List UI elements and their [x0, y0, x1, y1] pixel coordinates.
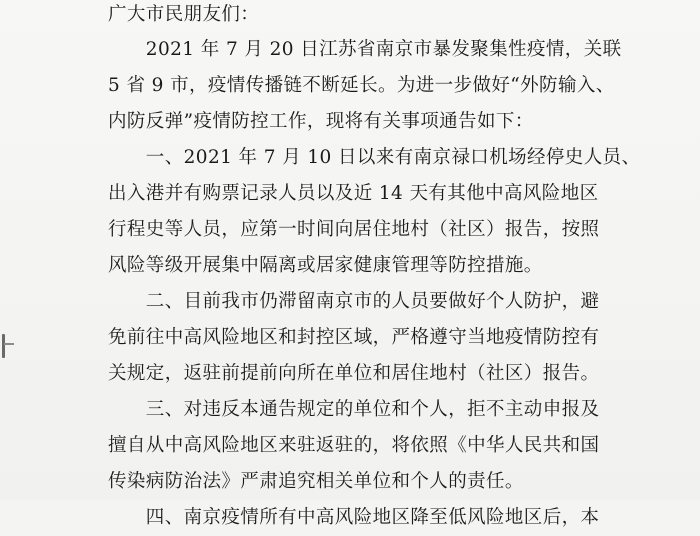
- item-four-line-1: 四、南京疫情所有中高风险地区降至低风险地区后，本: [108, 507, 600, 528]
- page-edge-mark-tick: [4, 343, 14, 345]
- item-two-line-1: 二、目前我市仍滞留南京市的人员要做好个人防护，避: [108, 291, 600, 312]
- page-edge-mark: [2, 334, 5, 358]
- notice-body: [108, 0, 641, 536]
- item-one-line-2: 出入港并有购票记录人员以及近 14 天有其他中高风险地区: [108, 183, 599, 204]
- item-one-line-3: 行程史等人员，应第一时间向居住地村（社区）报告，按照: [108, 219, 600, 240]
- paragraph-line-3: 内防反弹”疫情防控工作，现将有关事项通告如下：: [108, 111, 534, 132]
- item-three-line-1: 三、对违反本通告规定的单位和个人，拒不主动申报及: [108, 399, 600, 420]
- salutation-line: 广大市民朋友们：: [108, 4, 260, 25]
- paragraph-line-1: 2021 年 7 月 20 日江苏省南京市暴发聚集性疫情，关联: [108, 39, 622, 60]
- item-two-line-2: 免前往中高风险地区和封控区域，严格遵守当地疫情防控有: [108, 327, 600, 348]
- item-two-line-3: 关规定，返驻前提前向所在单位和居住地村（社区）报告。: [108, 363, 600, 384]
- item-one-line-1: 一、2021 年 7 月 10 日以来有南京禄口机场经停史人员、: [108, 147, 641, 168]
- item-three-line-3: 传染病防治法》严肃追究相关单位和个人的责任。: [108, 471, 524, 492]
- paragraph-line-2: 5 省 9 市，疫情传播链不断延长。为进一步做好“外防输入、: [108, 75, 615, 96]
- item-one-line-4: 风险等级开展集中隔离或居家健康管理等防控措施。: [108, 255, 543, 276]
- item-three-line-2: 擅自从中高风险地区来驻返驻的，将依照《中华人民共和国: [108, 435, 600, 456]
